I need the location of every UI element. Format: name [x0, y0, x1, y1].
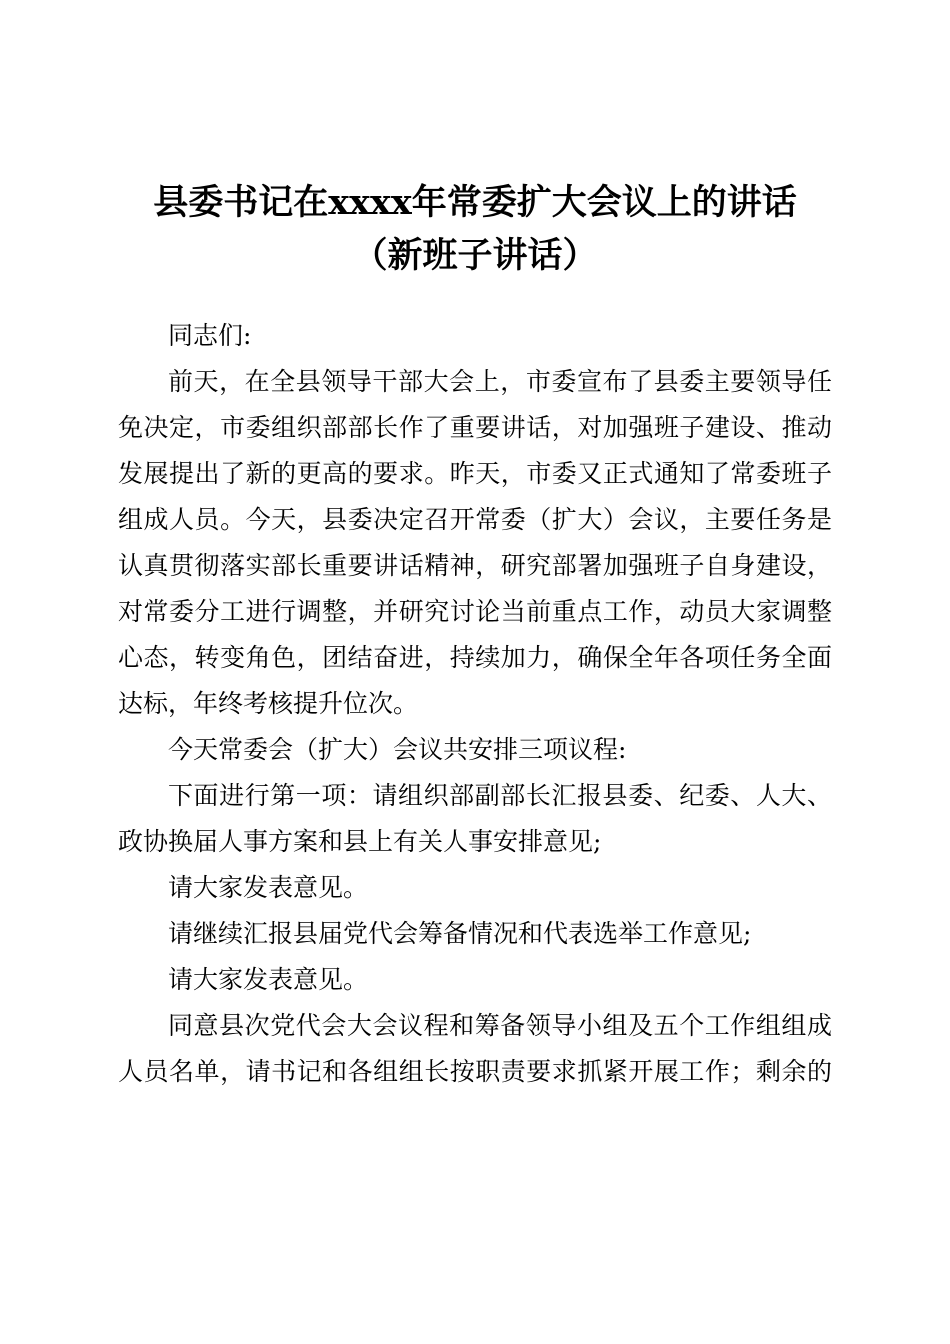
body-line: 人员名单，请书记和各组组长按职责要求抓紧开展工作；剩余的	[118, 1057, 832, 1086]
body-line: 同志们:	[168, 321, 252, 350]
body-line: 同意县次党代会大会议程和筹备领导小组及五个工作组组成	[168, 1011, 832, 1040]
body-line: 请大家发表意见。	[168, 965, 369, 994]
body-line: 发展提出了新的更高的要求。昨天，市委又正式通知了常委班子	[118, 459, 832, 488]
body-line: 达标，年终考核提升位次。	[118, 689, 419, 718]
body-line: 前天，在全县领导干部大会上，市委宣布了县委主要领导任	[168, 367, 832, 396]
body-line: 免决定，市委组织部部长作了重要讲话，对加强班子建设、推动	[118, 413, 832, 442]
body-line: 组成人员。今天，县委决定召开常委（扩大）会议，主要任务是	[118, 505, 832, 534]
body-line: 心态，转变角色，团结奋进，持续加力，确保全年各项任务全面	[118, 643, 832, 672]
body-line: 认真贯彻落实部长重要讲话精神，研究部署加强班子自身建设，	[118, 551, 832, 580]
document-body	[118, 313, 832, 1095]
title-line-main: 县委书记在xxxx年常委扩大会议上的讲话	[153, 182, 797, 223]
body-line: 下面进行第一项：请组织部副部长汇报县委、纪委、人大、	[168, 781, 832, 810]
body-line: 今天常委会（扩大）会议共安排三项议程:	[168, 735, 627, 764]
body-line: 请继续汇报县届党代会筹备情况和代表选举工作意见;	[168, 919, 752, 948]
body-line: 政协换届人事方案和县上有关人事安排意见;	[118, 827, 602, 856]
body-line: 请大家发表意见。	[168, 873, 369, 902]
body-line: 对常委分工进行调整，并研究讨论当前重点工作，动员大家调整	[118, 597, 832, 626]
document-title	[118, 176, 832, 282]
title-line-subtitle: （新班子讲话）	[352, 235, 598, 276]
